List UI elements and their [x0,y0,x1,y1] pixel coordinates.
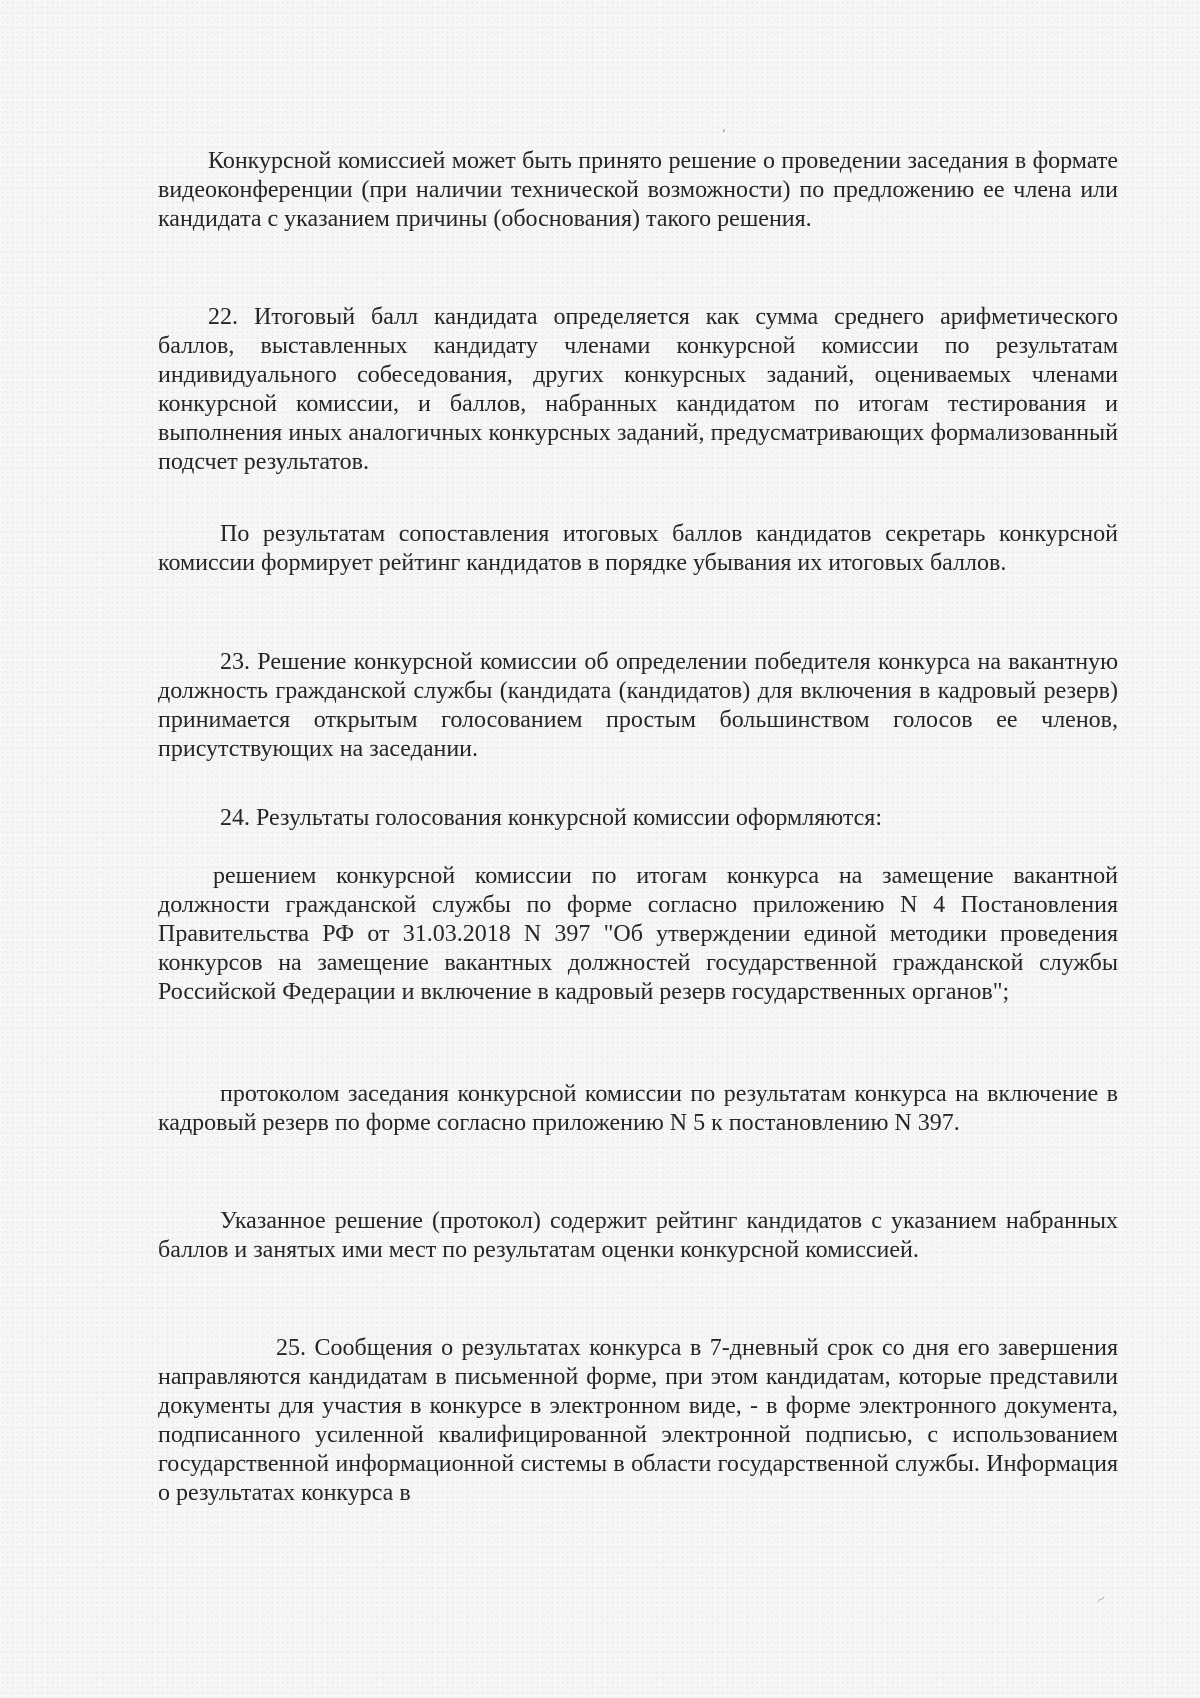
paragraph-rating-content: Указанное решение (протокол) содержит рейтинг кандидатов с указанием набранных баллов и занятых ими мест по результатам оценки конкурсной комиссией. [158,1208,1118,1263]
paragraph-24-voting-results: 24. Результаты голосования конкурсной комиссии оформляются: [220,805,882,831]
scan-scribble: ~ [1092,1590,1110,1608]
paragraph-22-final-score: 22. Итоговый балл кандидата определяется как сумма среднего арифметического баллов, выставленных кандидату членами конкурсной комиссии по результатам индивидуального собеседования, других конкурсных заданий, оцениваемых членами конкурсной комиссии, и баллов, набранных кандидатом по итогам тестирования и выполнения иных аналогичных конкурсных заданий, предусматривающих формализованный подсчет результатов. [158,304,1118,475]
paragraph-rating: По результатам сопоставления итоговых баллов кандидатов секретарь конкурсной комиссии формирует рейтинг кандидатов в порядке убывания их итоговых баллов. [158,521,1118,576]
scan-speck: ʻ [722,127,726,141]
paragraph-protocol: протоколом заседания конкурсной комиссии по результатам конкурса на включение в кадровый резерв по форме согласно приложению N 5 к постановлению N 397. [158,1081,1118,1136]
paragraph-videoconference: Конкурсной комиссией может быть принято решение о проведении заседания в формате видеоконференции (при наличии технической возможности) по предложению ее члена или кандидата с указанием причины (обоснования) такого решения. [158,148,1118,232]
paragraph-25-notifications: 25. Сообщения о результатах конкурса в 7-дневный срок со дня его завершения направляются кандидатам в письменной форме, при этом кандидатам, которые представили документы для участия в конкурсе в электронном виде, - в форме электронного документа, подписанного усиленной квалифицированной электронной подписью, с использованием государственной информационной системы в области государственной службы. Информация о результатах конкурса в [158,1335,1118,1506]
paragraph-23-decision: 23. Решение конкурсной комиссии об определении победителя конкурса на вакантную должность гражданской службы (кандидата (кандидатов) для включения в кадровый резерв) принимается открытым голосованием простым большинством голосов ее членов, присутствующих на заседании. [158,649,1118,762]
paragraph-decision-form: решением конкурсной комиссии по итогам конкурса на замещение вакантной должности гражданской службы по форме согласно приложению N 4 Постановления Правительства РФ от 31.03.2018 N 397 "Об утверждении единой методики проведения конкурсов на замещение вакантных должностей государственной гражданской службы Российской Федерации и включение в кадровый резерв государственных органов"; [158,863,1118,1005]
